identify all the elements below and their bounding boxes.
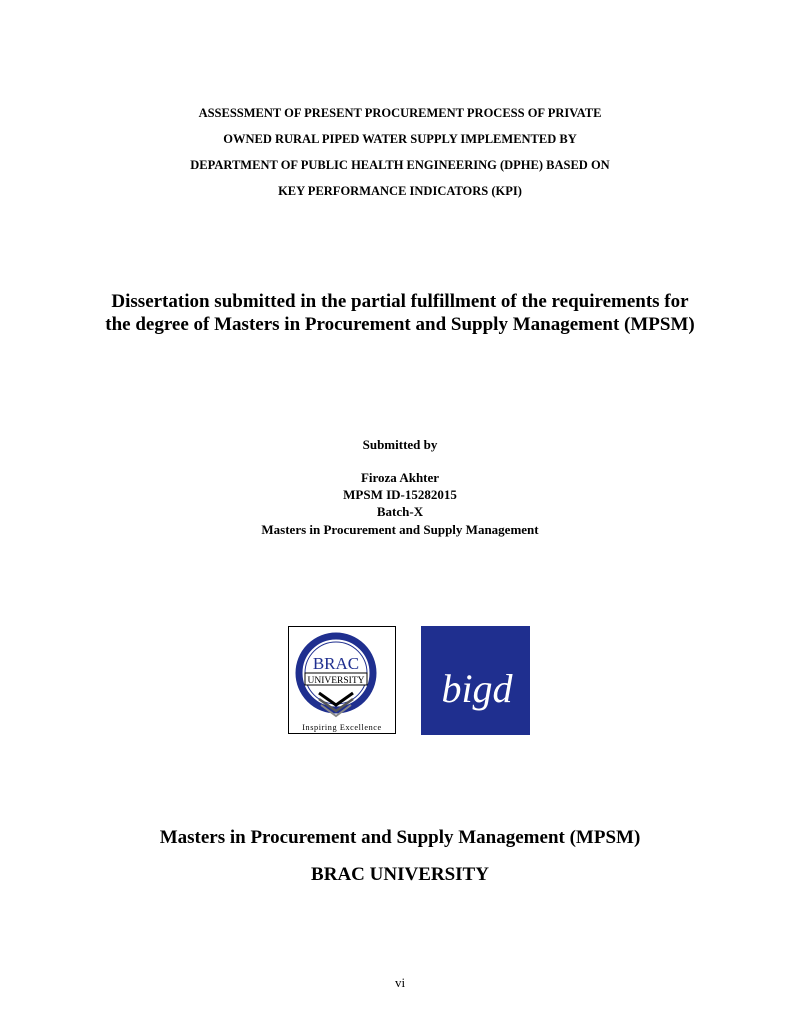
author-name: Firoza Akhter <box>360 470 440 485</box>
dissertation-line-1: Dissertation submitted in the partial fulfillment of the requirements for <box>111 291 689 312</box>
program-name: Masters in Procurement and Supply Management <box>261 522 539 537</box>
batch: Batch-X <box>376 504 424 519</box>
brac-logo-tagline: Inspiring Excellence <box>302 723 382 732</box>
bigd-logo-text: bigd <box>441 666 513 711</box>
title-line-3: DEPARTMENT OF PUBLIC HEALTH ENGINEERING (DPHE) BASED ON <box>190 158 610 172</box>
brac-logo-name-line1: BRAC <box>312 654 360 673</box>
brac-university-logo <box>288 626 396 734</box>
title-line-1: ASSESSMENT OF PRESENT PROCUREMENT PROCESS OF PRIVATE <box>198 106 602 120</box>
title-line-4: KEY PERFORMANCE INDICATORS (KPI) <box>278 184 522 198</box>
submitted-by-label: Submitted by <box>362 437 438 452</box>
title-line-2: OWNED RURAL PIPED WATER SUPPLY IMPLEMENTED BY <box>223 132 577 146</box>
footer-program: Masters in Procurement and Supply Management (MPSM) <box>159 827 641 848</box>
page-number: vi <box>394 975 406 990</box>
bigd-logo <box>421 626 530 735</box>
student-id: MPSM ID-15282015 <box>343 487 457 502</box>
dissertation-line-2: the degree of Masters in Procurement and Supply Management (MPSM) <box>105 314 695 335</box>
footer-university: BRAC UNIVERSITY <box>311 864 489 885</box>
brac-logo-name-line2: UNIVERSITY <box>307 676 365 686</box>
